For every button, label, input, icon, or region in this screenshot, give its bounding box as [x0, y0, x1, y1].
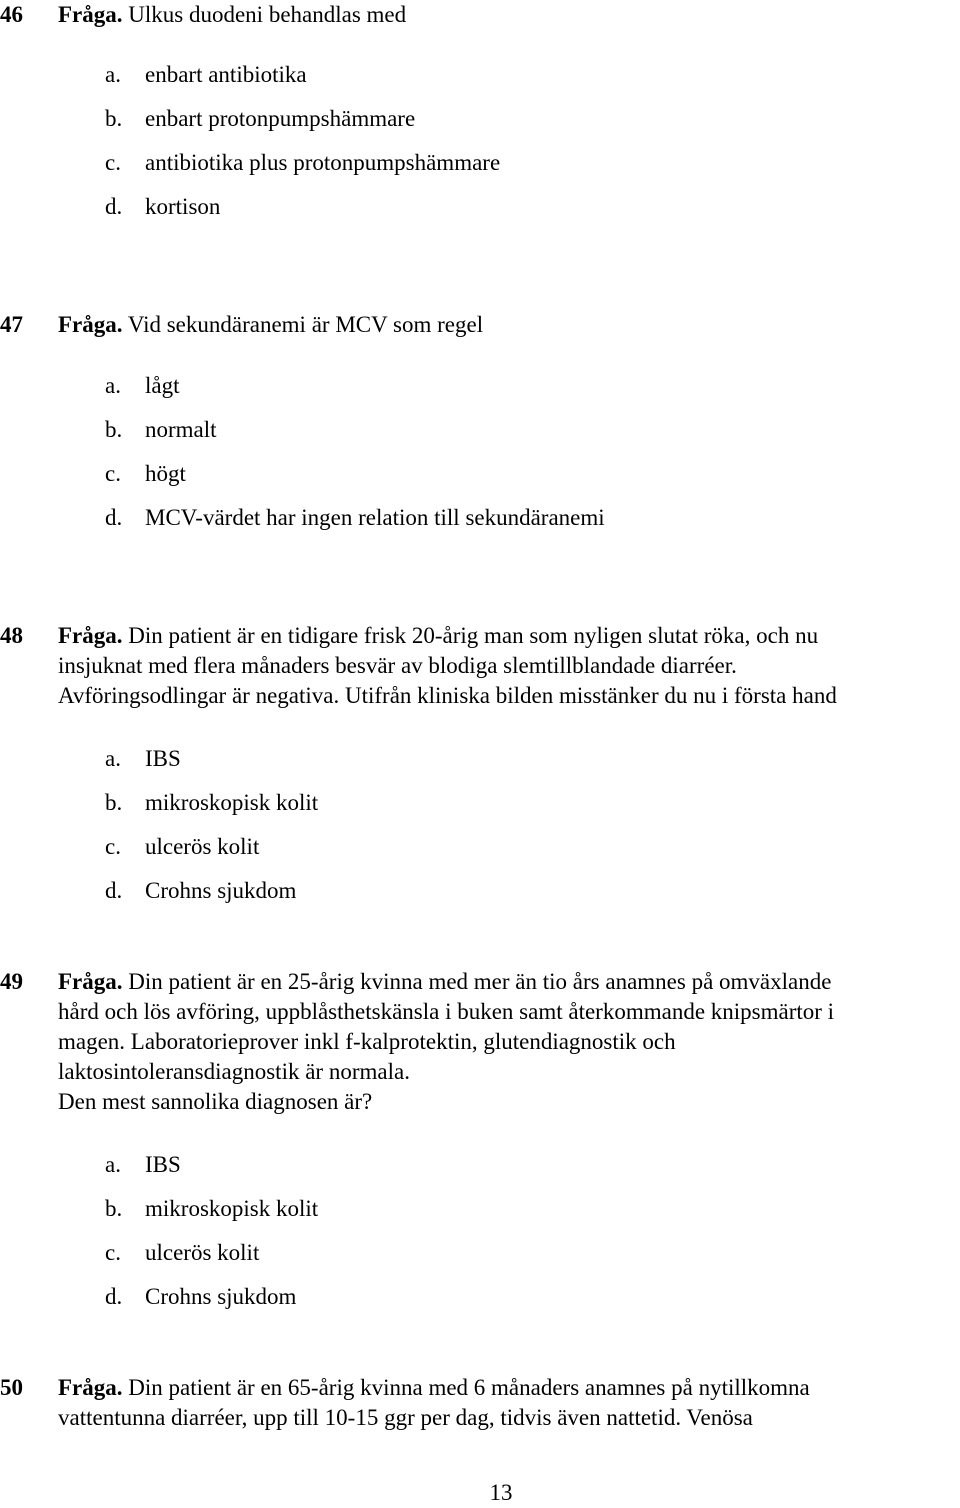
option-letter: c.	[105, 461, 121, 486]
answer-options	[105, 1150, 318, 1326]
option-text: enbart antibiotika	[145, 62, 307, 87]
answer-option[interactable]	[105, 459, 605, 503]
answer-option[interactable]	[105, 371, 605, 415]
option-text: enbart protonpumpshämmare	[145, 106, 416, 131]
question-text-line: hård och lös avföring, uppblåsthetskänsla i buken samt återkommande knipsmärtor i	[58, 999, 835, 1024]
answer-option[interactable]	[105, 788, 318, 832]
answer-option[interactable]	[105, 1150, 318, 1194]
option-text: mikroskopisk kolit	[145, 790, 319, 815]
option-text: högt	[145, 461, 186, 486]
option-text: Crohns sjukdom	[145, 878, 297, 903]
option-text: MCV-värdet har ingen relation till sekundäranemi	[145, 505, 605, 530]
answer-option[interactable]	[105, 60, 500, 104]
option-letter: b.	[105, 790, 123, 815]
question-label: Fråga.	[58, 2, 123, 27]
option-letter: d.	[105, 505, 123, 530]
question-text: Din patient är en tidigare frisk 20-årig man som nyligen slutat röka, och nu	[128, 623, 819, 648]
option-letter: b.	[105, 417, 123, 442]
option-letter: c.	[105, 1240, 121, 1265]
question-label: Fråga.	[58, 969, 123, 994]
answer-option[interactable]	[105, 876, 318, 920]
option-letter: b.	[105, 106, 123, 131]
option-text: Crohns sjukdom	[145, 1284, 297, 1309]
answer-option[interactable]	[105, 1238, 318, 1282]
question-number: 46	[0, 2, 23, 27]
answer-options	[105, 744, 318, 920]
option-text: kortison	[145, 194, 221, 219]
question-number: 48	[0, 623, 23, 648]
option-letter: b.	[105, 1196, 123, 1221]
question-text-line	[58, 621, 958, 651]
option-letter: c.	[105, 834, 121, 859]
question-number: 49	[0, 969, 23, 994]
answer-options	[105, 60, 500, 236]
question-text-line: vattentunna diarréer, upp till 10-15 ggr per dag, tidvis även nattetid. Venösa	[58, 1405, 753, 1430]
option-text: mikroskopisk kolit	[145, 1196, 319, 1221]
question-text: Din patient är en 25-årig kvinna med mer än tio års anamnes på omväxlande	[128, 969, 832, 994]
option-letter: a.	[105, 62, 121, 87]
option-text: ulcerös kolit	[145, 834, 260, 859]
option-letter: d.	[105, 878, 123, 903]
question-text-line: magen. Laboratorieprover inkl f-kalprotektin, glutendiagnostik och	[58, 1029, 676, 1054]
option-text: IBS	[145, 1152, 181, 1177]
question-label: Fråga.	[58, 623, 123, 648]
option-text: antibiotika plus protonpumpshämmare	[145, 150, 501, 175]
option-text: normalt	[145, 417, 217, 442]
question-text-line: Den mest sannolika diagnosen är?	[58, 1089, 373, 1114]
option-letter: c.	[105, 150, 121, 175]
page-number: 13	[489, 1480, 513, 1505]
answer-option[interactable]	[105, 192, 500, 236]
option-letter: d.	[105, 194, 123, 219]
question-text: Din patient är en 65-årig kvinna med 6 månaders anamnes på nytillkomna	[128, 1375, 810, 1400]
option-text: IBS	[145, 746, 181, 771]
question-label: Fråga.	[58, 1375, 123, 1400]
answer-option[interactable]	[105, 1194, 318, 1238]
answer-option[interactable]	[105, 104, 500, 148]
option-letter: d.	[105, 1284, 123, 1309]
question-number: 50	[0, 1375, 23, 1400]
question-heading	[58, 0, 406, 30]
answer-option[interactable]	[105, 503, 605, 547]
question-body	[58, 967, 958, 1117]
answer-option[interactable]	[105, 415, 605, 459]
question-heading	[58, 310, 483, 340]
question-text: Vid sekundäranemi är MCV som regel	[127, 312, 484, 337]
answer-option[interactable]	[105, 1282, 318, 1326]
option-text: lågt	[145, 373, 180, 398]
question-text-line	[58, 967, 958, 997]
answer-option[interactable]	[105, 148, 500, 192]
question-text-line: insjuknat med flera månaders besvär av blodiga slemtillblandade diarréer.	[58, 653, 737, 678]
question-label: Fråga.	[58, 312, 123, 337]
question-text-line	[58, 1373, 958, 1403]
option-letter: a.	[105, 1152, 121, 1177]
answer-option[interactable]	[105, 744, 318, 788]
question-text-line: Avföringsodlingar är negativa. Utifrån kliniska bilden misstänker du nu i första hand	[58, 683, 837, 708]
question-body	[58, 1373, 958, 1433]
question-body	[58, 621, 958, 711]
question-text: Ulkus duodeni behandlas med	[128, 2, 407, 27]
option-text: ulcerös kolit	[145, 1240, 260, 1265]
question-number: 47	[0, 312, 23, 337]
question-text-line: laktosintoleransdiagnostik är normala.	[58, 1059, 410, 1084]
answer-option[interactable]	[105, 832, 318, 876]
answer-options	[105, 371, 605, 547]
option-letter: a.	[105, 746, 121, 771]
option-letter: a.	[105, 373, 121, 398]
